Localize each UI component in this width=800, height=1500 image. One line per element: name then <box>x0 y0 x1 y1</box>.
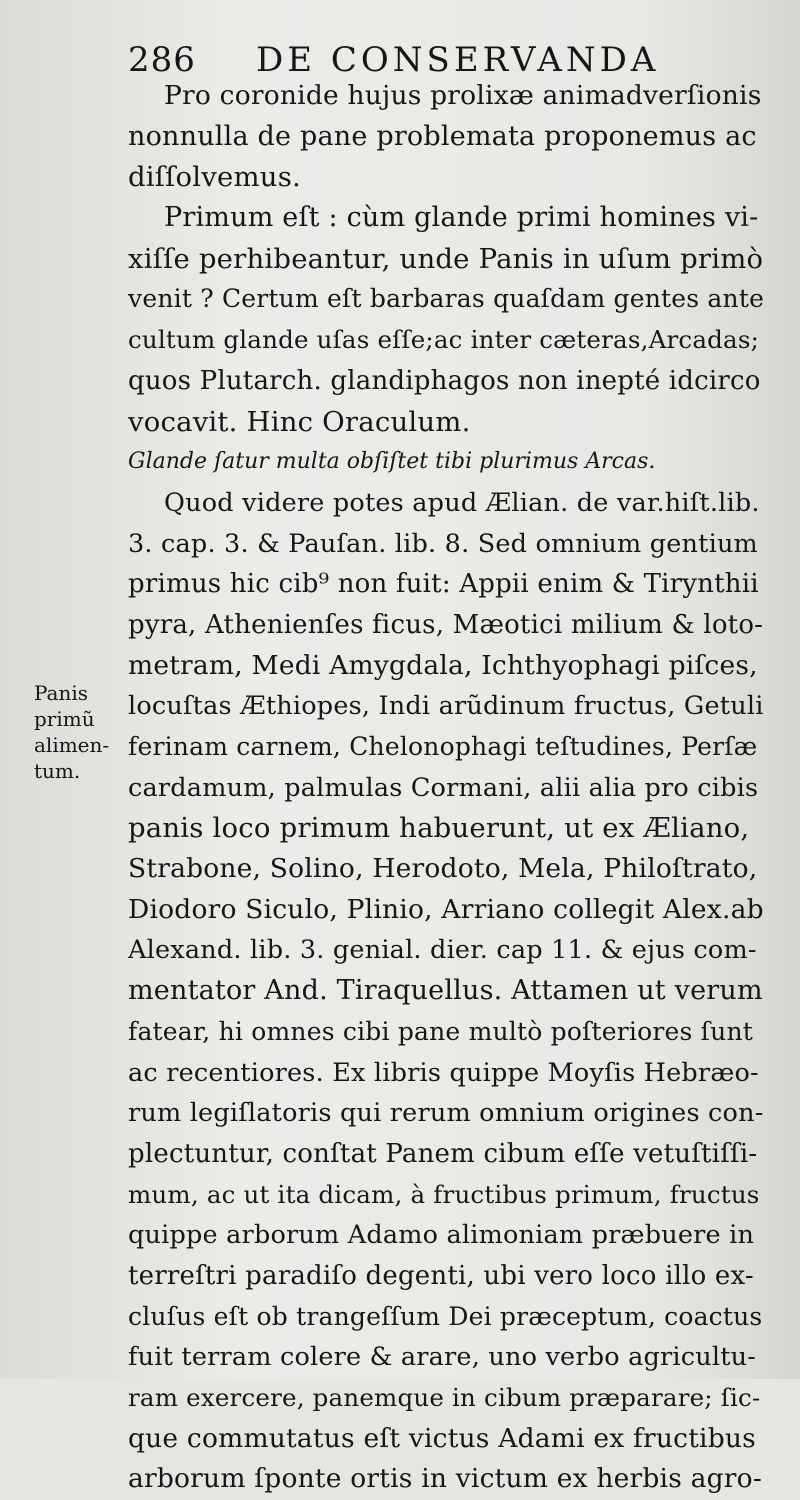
text-line: xiſſe perhibeantur, unde Panis in uſum primò <box>128 242 764 275</box>
text-line: Pro coronide hujus prolixæ animadverſionis <box>164 80 762 111</box>
text-line: Quod videre potes apud Ælian. de var.hiſt.lib. <box>164 487 760 518</box>
text-line: pyra, Athenienſes ficus, Mæotici milium & loto- <box>128 609 764 640</box>
text-line: fuit terram colere & arare, uno verbo agricultu- <box>128 1342 757 1373</box>
oracle-quote: Glande ſatur multa obſiſtet tibi plurimus Arcas. <box>128 449 656 475</box>
text-line: que commutatus eſt victus Adami ex fructibus <box>128 1422 756 1454</box>
text-line: Alexand. lib. 3. genial. dier. cap 11. & ejus com- <box>128 935 757 966</box>
margin-note-line: primũ <box>34 707 95 731</box>
margin-note-line: tum. <box>34 759 81 783</box>
text-line: cluſus eſt ob trangeſſum Dei præceptum, coactus <box>128 1301 763 1331</box>
text-line: Diodoro Siculo, Plinio, Arriano collegit Alex.ab <box>128 893 764 925</box>
text-line: rum legiſlatoris qui rerum omnium origines con- <box>128 1098 764 1129</box>
text-line: mum, ac ut ita dicam, à fructibus primum, fructus <box>128 1179 760 1209</box>
text-line: metram, Medi Amygdala, Ichthyophagi piſces, <box>128 649 758 681</box>
text-line: nonnulla de pane problemata proponemus ac <box>128 120 757 152</box>
body-text <box>128 76 764 1500</box>
margin-note-line: Panis <box>34 681 89 705</box>
text-line: quippe arborum Adamo alimoniam præbuere in <box>128 1220 755 1251</box>
page-number: 286 <box>128 40 196 80</box>
text-line: panis loco primum habuerunt, ut ex Æliano, <box>128 812 750 845</box>
margin-note <box>34 680 134 784</box>
text-line: ferinam carnem, Chelonophagi teſtudines, Perſæ <box>128 732 758 761</box>
text-line: diſſolvemus. <box>128 161 301 194</box>
text-line: cultum glande uſas eſſe;ac inter cæteras,Arcadas; <box>128 325 760 355</box>
text-line: arborum ſponte ortis in victum ex herbis agro- <box>128 1463 762 1495</box>
text-line: terreſtri paradiſo degenti, ubi vero loco illo ex- <box>128 1260 754 1291</box>
running-head: DE CONSERVANDA <box>256 40 660 80</box>
text-line: Strabone, Solino, Herodoto, Mela, Philoſtrato, <box>128 853 758 885</box>
text-line: mentator And. Tiraquellus. Attamen ut verum <box>128 975 763 1007</box>
text-line: quos Plutarch. glandiphagos non inepté idcirco <box>128 365 761 396</box>
text-line: venit ? Certum eſt barbaras quaſdam gentes ante <box>128 284 765 314</box>
text-line: fatear, hi omnes cibi pane multò poſteriores ſunt <box>128 1016 753 1046</box>
text-line: vocavit. Hinc Oraculum. <box>128 405 471 438</box>
text-line: 3. cap. 3. & Pauſan. lib. 8. Sed omnium gentium <box>128 528 758 559</box>
text-line: locuſtas Æthiopes, Indi arũdinum fructus, Getuli <box>128 691 764 722</box>
text-line: cardamum, palmulas Cormani, alii alia pro cibis <box>128 772 759 803</box>
text-line: Primum eſt : cùm glande primi homines vi- <box>164 202 759 234</box>
text-line: primus hic cib⁹ non fuit: Appii enim & Tirynthii <box>128 569 759 600</box>
text-line: ac recentiores. Ex libris quippe Moyſis Hebræo- <box>128 1057 759 1088</box>
text-line: plectuntur, conſtat Panem cibum eſſe vetuſtiſſi- <box>128 1138 758 1169</box>
text-line: ram exercere, panemque in cibum præparare; ſic- <box>128 1383 761 1412</box>
margin-note-line: alimen- <box>34 733 110 757</box>
